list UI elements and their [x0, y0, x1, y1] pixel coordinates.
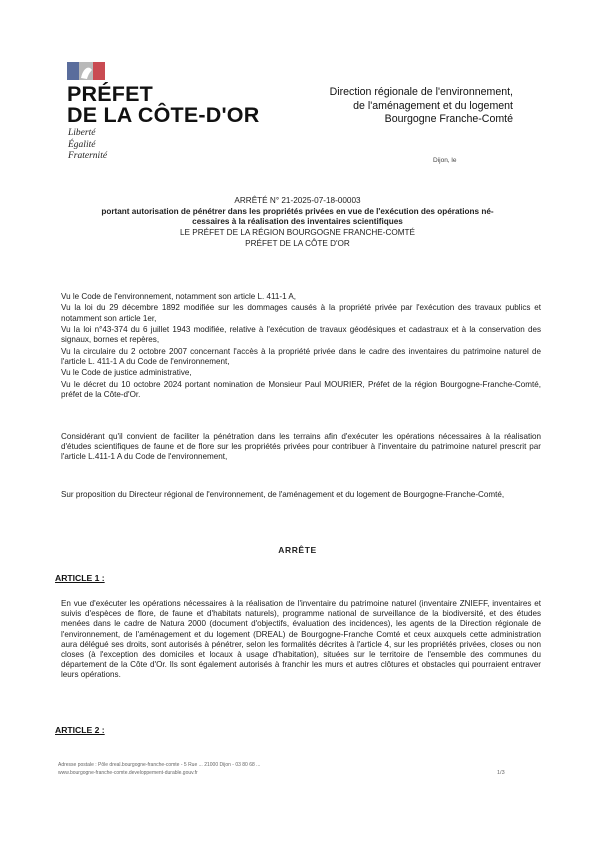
proposition-paragraph: Sur proposition du Directeur régional de l'environnement, de l'aménagement et du logement de Bourgogne-Franche-Comté,: [61, 490, 505, 499]
arrete-word: ARRÊTE: [278, 545, 317, 555]
footer-address: [58, 761, 260, 777]
direction-line-3: Bourgogne Franche-Comté: [384, 113, 513, 125]
article-2-title: ARTICLE 2 :: [55, 725, 105, 735]
vu-item: Vu la loi n°43-374 du 6 juillet 1943 modifiée, relative à l'exécution de travaux géodésiques et cadastraux et à la conservation des signaux, bornes et repères,: [61, 324, 541, 345]
page-number: 1/3: [497, 770, 505, 776]
arrete-authority-line-1: LE PRÉFET DE LA RÉGION BOURGOGNE FRANCHE-COMTÉ: [179, 228, 416, 237]
vu-item: Vu le décret du 10 octobre 2024 portant nomination de Monsieur Paul MOURIER, Préfet de la région Bourgogne-Franche-Comté, préfet de la Côte-d'Or.: [61, 379, 541, 399]
prefet-logo-title: [67, 84, 259, 126]
article-1-text: En vue d'exécuter les opérations nécessaires à la réalisation de l'inventaire du patrimoine naturel (inventaire ZNIEFF, inventaires et suivis d'espèces de flore, de faune et d'habitats naturels), programme national de surveillance de la biodiversité, et des études menées dans le cadre de Natura 2000 (document d'objectifs, évaluation des incidences), les agents de la Direction régionale de l'environnement, de l'aménagement et du logement (DREAL) de Bourgogne-Franche Comté et ceux auxquels cette administration aura délégué ses droits, sont autorisés à pénétrer, selon les formalités décrites à l'article 4, sur les propriétés privées, closes ou non closes (à l'exception des domiciles et locaux à usage d'habitation), situées sur le territoire de l'ensemble des communes du département de la Côte d'Or. Ils sont également autorisés à franchir les murs et autres clôtures et obstacles qui pourraient entraver leurs opérations.: [61, 599, 541, 680]
direction-line-1: Direction régionale de l'environnement,: [329, 86, 513, 98]
considerant-paragraph: Considérant qu'il convient de faciliter la pénétration dans les terrains afin d'exécuter les opérations nécessaires à la réalisation d'études scientifiques de faune et de flore sur les propriétés privées pour contribuer à l'inventaire du patrimoine naturel prescrit par l'article L.411-1 A du Code de l'environnement,: [61, 432, 541, 462]
arrete-subject-line-1: portant autorisation de pénétrer dans les propriétés privées en vue de l'exécution des opérations né-: [101, 207, 494, 216]
arrete-authority-line-2: PRÉFET DE LA CÔTE D'OR: [245, 239, 350, 248]
prefet-logo-line1: PRÉFET: [67, 82, 154, 106]
direction-line-2: de l'aménagement et du logement: [353, 99, 513, 112]
place-date: Dijon, le: [433, 157, 457, 164]
issuing-direction: [330, 86, 513, 127]
motto-fraternite: Fraternité: [68, 151, 108, 161]
footer-line-1: Adresse postale : Pôle dreal.bourgogne-franche-comte - 5 Rue ... 21000 Dijon - 03 80 68 ...: [58, 762, 261, 768]
vu-item: Vu le Code de l'environnement, notamment son article L. 411-1 A,: [61, 292, 297, 301]
arrete-number: ARRÊTÉ N° 21-2025-07-18-00003: [234, 196, 361, 205]
footer-line-2: www.bourgogne-franche-comte.developpement-durable.gouv.fr: [58, 770, 198, 777]
vu-item: Vu la loi du 29 décembre 1892 modifiée sur les dommages causés à la propriété privée par l'exécution des travaux publics et notamment son article 1er,: [61, 303, 541, 323]
article-1-title: ARTICLE 1 :: [55, 573, 105, 583]
vu-item: Vu le Code de justice administrative,: [61, 368, 192, 378]
motto-egalite: Égalité: [68, 139, 96, 150]
vu-item: Vu la circulaire du 2 octobre 2007 concernant l'accès à la propriété privée dans le cadre des inventaires du patrimoine naturel de l'article L. 411-1 A du Code de l'environnement,: [61, 346, 541, 366]
prefet-logo-line2: DE LA CÔTE-D'OR: [67, 103, 260, 127]
republic-motto: [68, 128, 107, 163]
vu-list: [61, 292, 541, 401]
marianne-logo-icon: [67, 62, 107, 80]
motto-liberte: Liberté: [68, 128, 96, 138]
arrete-subject-line-2: cessaires à la réalisation des inventaires scientifiques: [192, 217, 403, 226]
